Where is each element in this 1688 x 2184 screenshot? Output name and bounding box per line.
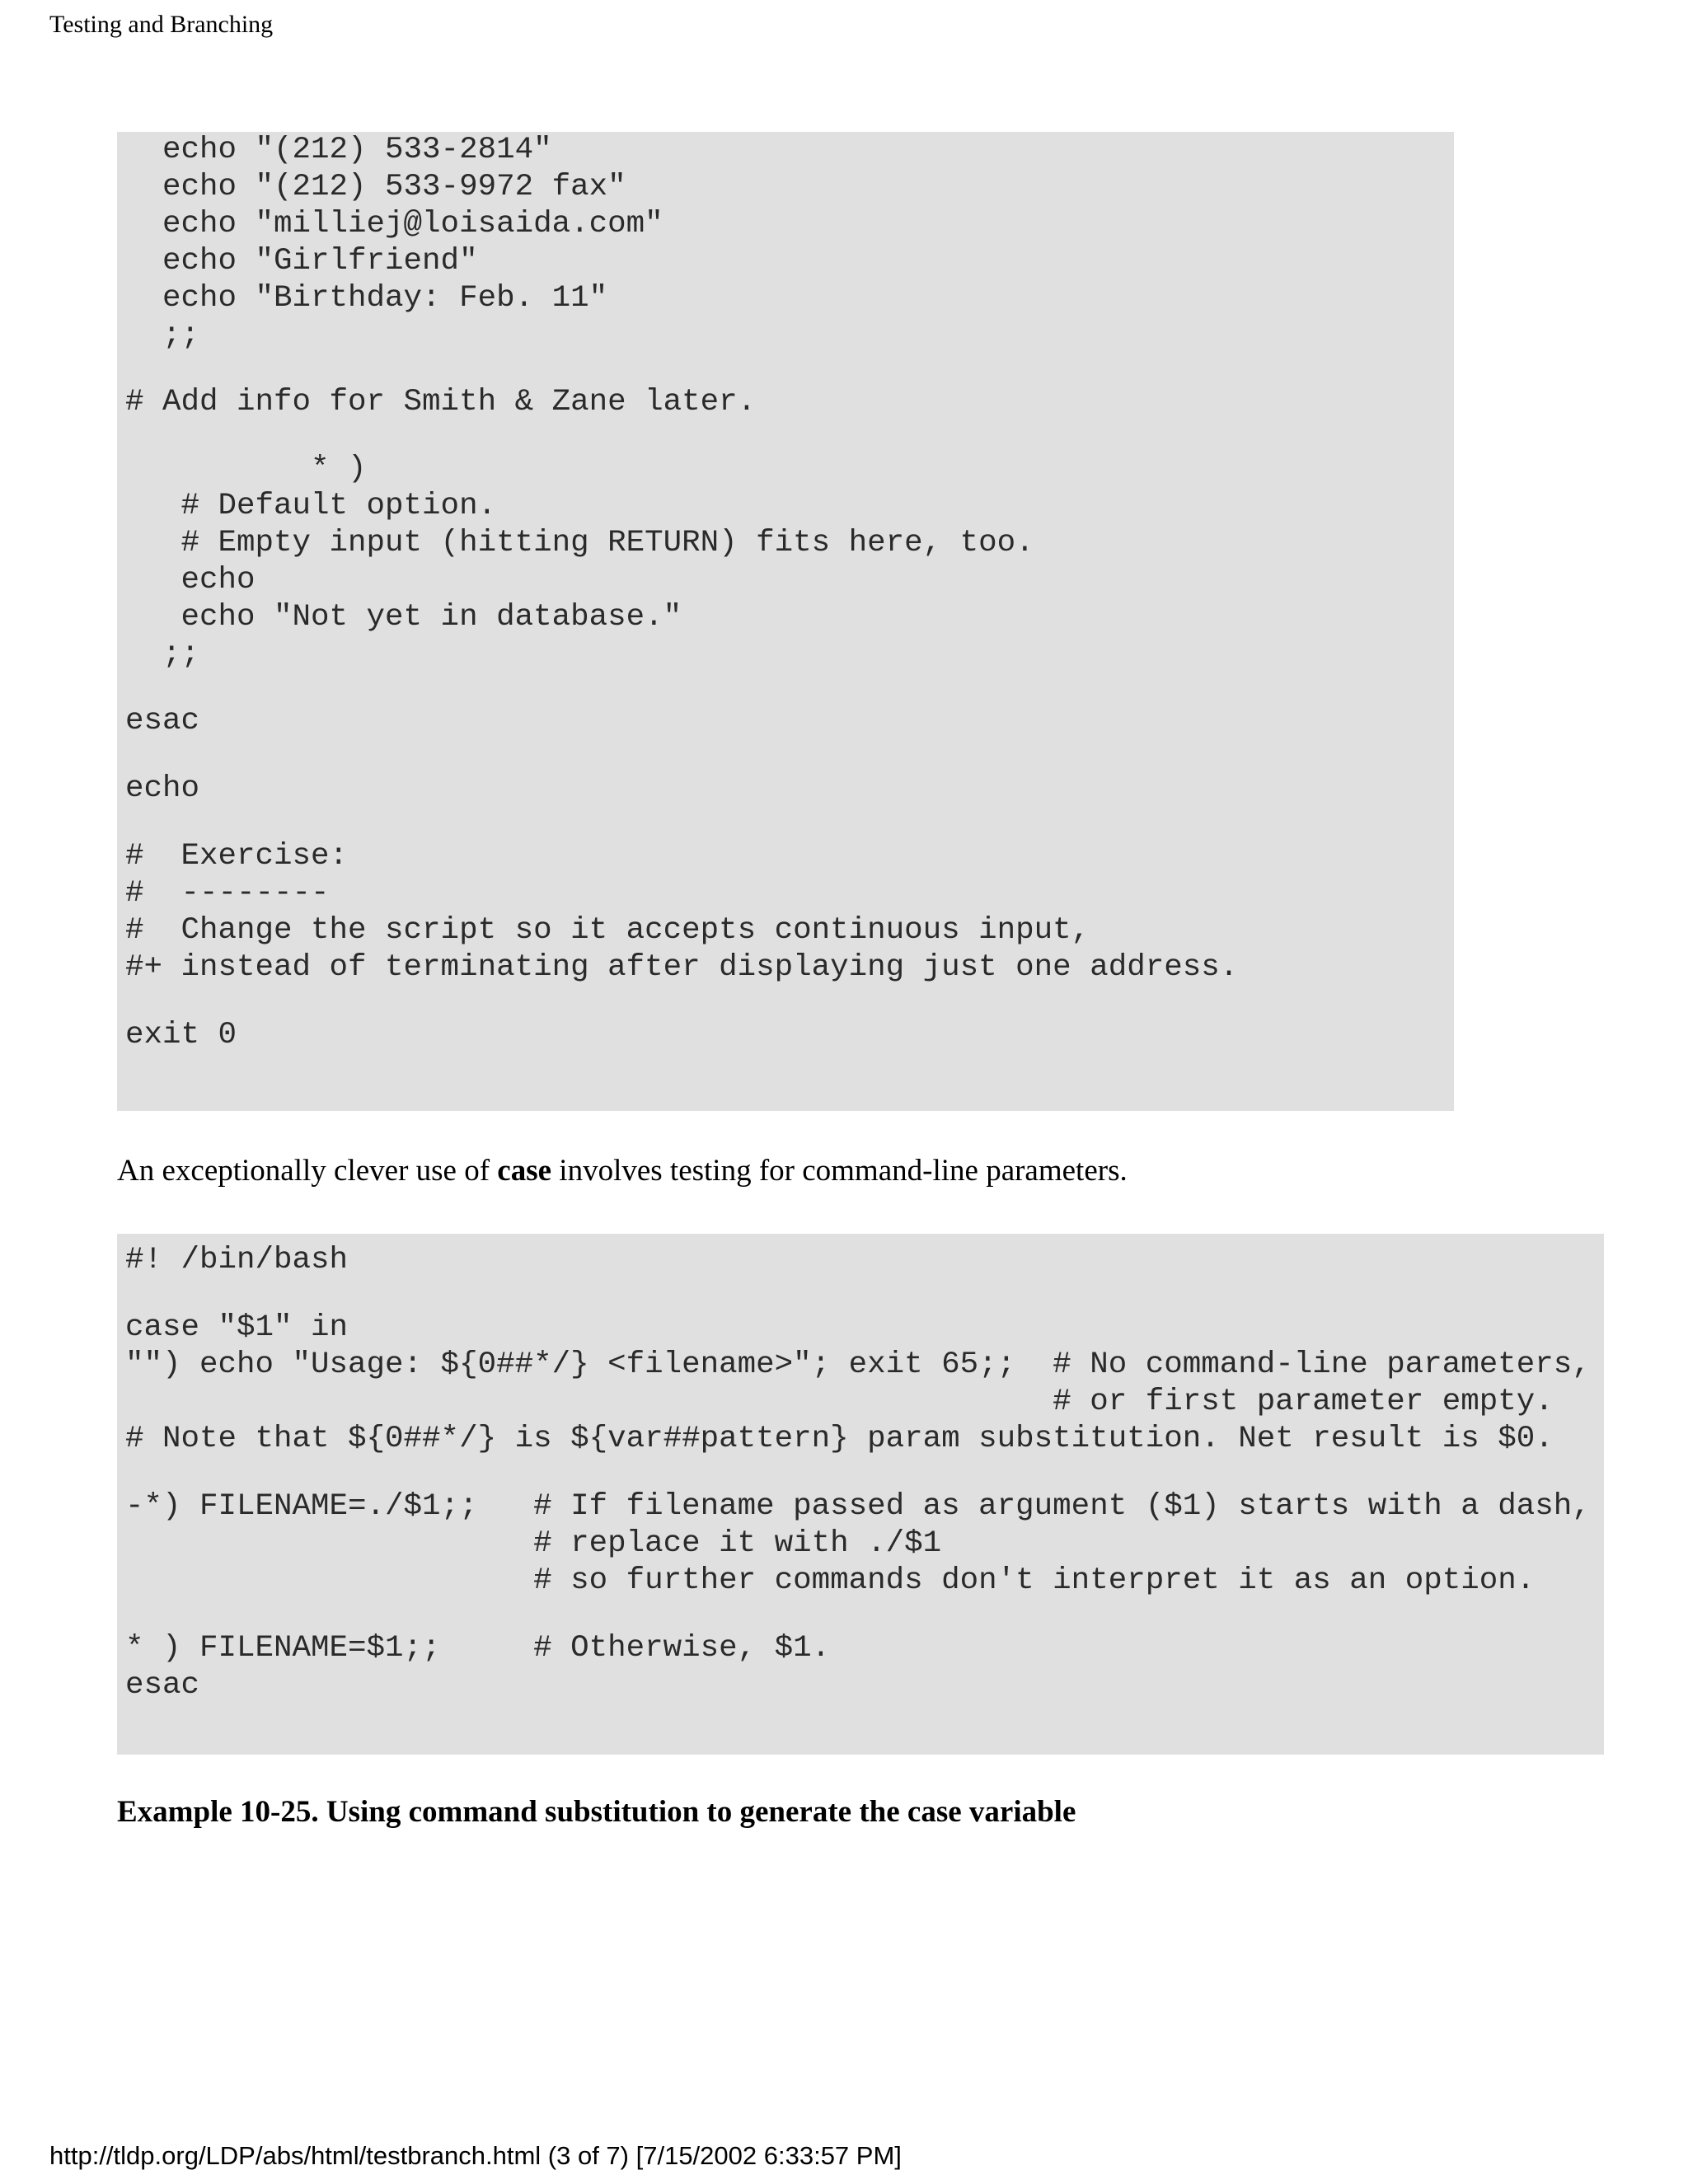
code-line: ;; (125, 318, 200, 353)
code-line: esac (125, 704, 200, 738)
code-line: exit 0 (125, 1018, 237, 1052)
paragraph-text-before: An exceptionally clever use of (117, 1154, 498, 1188)
code-line: echo "Not yet in database." (125, 600, 682, 635)
code-line: # or first parameter empty. (125, 1385, 1554, 1419)
example-title: Example 10-25. Using command substitution to generate the case variable (117, 1795, 1076, 1829)
code-line: echo (125, 771, 200, 806)
case-keyword: case (497, 1154, 552, 1188)
code-block-address-lookup (117, 132, 1454, 1111)
page-footer-url: http://tldp.org/LDP/abs/html/testbranch.html (3 of 7) [7/15/2002 6:33:57 PM] (49, 2141, 902, 2170)
code-line: case "$1" in (125, 1310, 349, 1345)
code-line: -*) FILENAME=./$1;; # If filename passed as argument ($1) starts with a dash, (125, 1489, 1591, 1524)
code-line: #+ instead of terminating after displaying just one address. (125, 950, 1239, 985)
code-line: # Default option. (125, 489, 497, 523)
code-line: #! /bin/bash (125, 1243, 349, 1277)
code-line: # Change the script so it accepts continuous input, (125, 913, 1090, 948)
code-line: "") echo "Usage: ${0##*/} <filename>"; exit 65;; # No command-line parameters, (125, 1347, 1591, 1382)
code-line: # Empty input (hitting RETURN) fits here, too. (125, 526, 1034, 560)
code-line: # -------- (125, 876, 330, 911)
body-paragraph (117, 1152, 1128, 1190)
code-line: # Note that ${0##*/} is ${var##pattern} param substitution. Net result is $0. (125, 1422, 1554, 1456)
paragraph-text-after: involves testing for command-line parameters. (551, 1154, 1128, 1188)
code-line: # Exercise: (125, 839, 349, 874)
code-line: esac (125, 1668, 200, 1703)
code-line: echo "(212) 533-9972 fax" (125, 170, 626, 204)
code-line: # so further commands don't interpret it as an option. (125, 1563, 1536, 1598)
page-header-title: Testing and Branching (49, 11, 274, 38)
code-line: echo "Birthday: Feb. 11" (125, 281, 608, 316)
code-line: * ) (125, 452, 367, 486)
code-line: * ) FILENAME=$1;; # Otherwise, $1. (125, 1631, 831, 1666)
code-line: echo (125, 563, 256, 598)
code-line: # replace it with ./$1 (125, 1526, 942, 1561)
code-line: ;; (125, 637, 200, 672)
code-line: echo "milliej@loisaida.com" (125, 207, 663, 241)
code-line: echo "(212) 533-2814" (125, 133, 552, 167)
code-line: echo "Girlfriend" (125, 244, 478, 279)
code-line: # Add info for Smith & Zane later. (125, 385, 757, 419)
code-block-command-line-params (117, 1234, 1604, 1755)
